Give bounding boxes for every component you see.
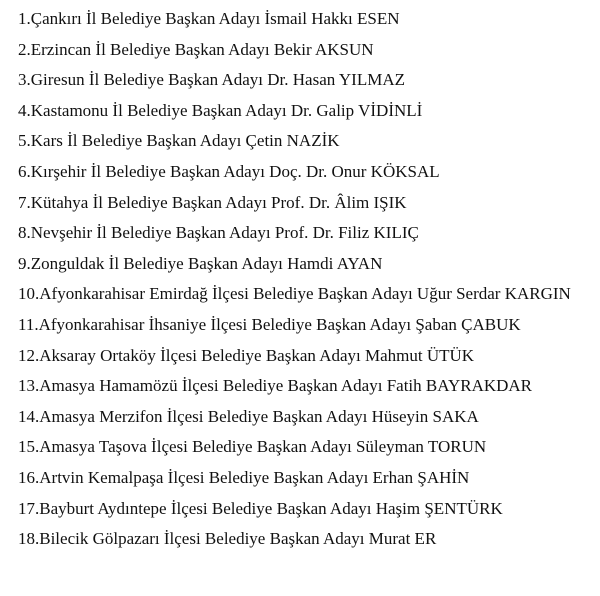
list-item: 8.Nevşehir İl Belediye Başkan Adayı Prof. Dr. Filiz KILIÇ (18, 223, 419, 243)
list-item: 12.Aksaray Ortaköy İlçesi Belediye Başkan Adayı Mahmut ÜTÜK (18, 345, 475, 365)
list-item: 3.Giresun İl Belediye Başkan Adayı Dr. Hasan YILMAZ (18, 70, 405, 90)
list-item: 13.Amasya Hamamözü İlçesi Belediye Başkan Adayı Fatih BAYRAKDAR (18, 376, 533, 396)
list-item: 5.Kars İl Belediye Başkan Adayı Çetin NAZİK (18, 131, 340, 151)
list-item: 10.Afyonkarahisar Emirdağ İlçesi Belediye Başkan Adayı Uğur Serdar KARGIN (18, 284, 571, 304)
list-item: 9.Zonguldak İl Belediye Başkan Adayı Hamdi AYAN (18, 253, 383, 273)
list-item: 7.Kütahya İl Belediye Başkan Adayı Prof. Dr. Âlim IŞIK (18, 192, 407, 212)
list-item: 2.Erzincan İl Belediye Başkan Adayı Bekir AKSUN (18, 39, 374, 59)
list-item: 1.Çankırı İl Belediye Başkan Adayı İsmail Hakkı ESEN (18, 9, 400, 28)
list-item: 18.Bilecik Gölpazarı İlçesi Belediye Başkan Adayı Murat ER (18, 529, 437, 549)
list-item: 4.Kastamonu İl Belediye Başkan Adayı Dr. Galip VİDİNLİ (18, 100, 423, 120)
list-item: 15.Amasya Taşova İlçesi Belediye Başkan Adayı Süleyman TORUN (18, 437, 487, 457)
list-item: 14.Amasya Merzifon İlçesi Belediye Başkan Adayı Hüseyin SAKA (18, 406, 479, 426)
list-item: 17.Bayburt Aydıntepe İlçesi Belediye Başkan Adayı Haşim ŞENTÜRK (18, 498, 503, 518)
candidate-list (18, 4, 600, 555)
list-item: 6.Kırşehir İl Belediye Başkan Adayı Doç. Dr. Onur KÖKSAL (18, 161, 440, 181)
list-item: 16.Artvin Kemalpaşa İlçesi Belediye Başkan Adayı Erhan ŞAHİN (18, 467, 470, 487)
list-item: 11.Afyonkarahisar İhsaniye İlçesi Belediye Başkan Adayı Şaban ÇABUK (18, 314, 521, 334)
